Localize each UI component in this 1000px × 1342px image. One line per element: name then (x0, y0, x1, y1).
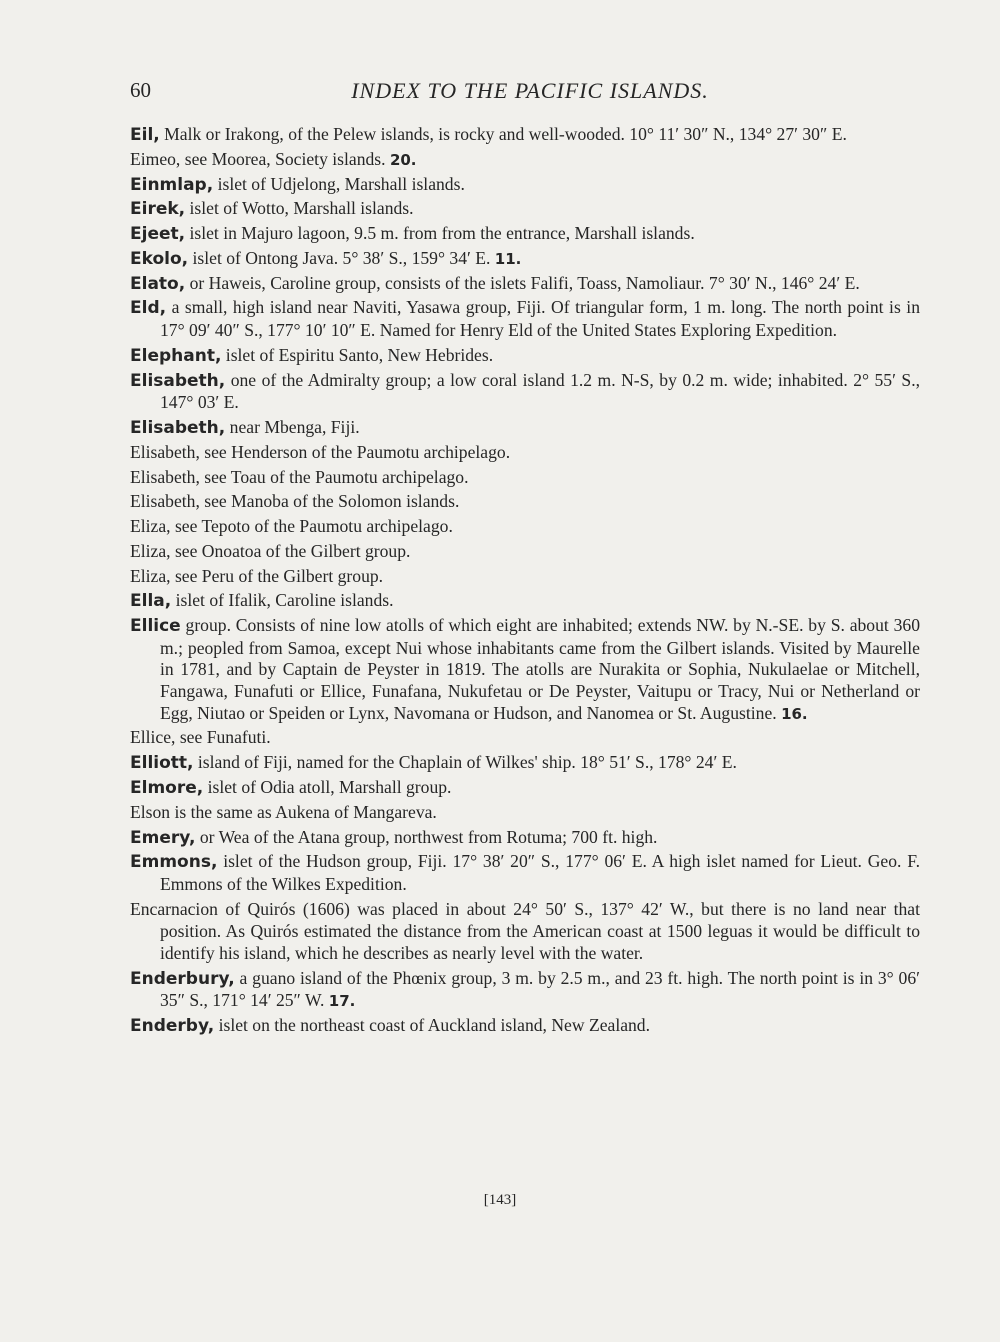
index-entry (130, 752, 920, 775)
index-entry (130, 124, 920, 147)
index-entry (130, 198, 920, 221)
entry-text: islet of Ifalik, Caroline islands. (171, 590, 394, 611)
entry-headword: Ellice (130, 616, 181, 637)
entry-text: Malk or Irakong, of the Pelew islands, is rocky and well-wooded. 10° 11′ 30″ N., 134° 27′ 30″ E. (159, 124, 847, 144)
index-entry (130, 345, 920, 368)
entry-text: group. Consists of nine low atolls of which eight are inhabited; extends NW. by N.-SE. by S. about 360 m.; peopled from Samoa, except Nui whose inhabitants came from the Gilbert islands. Visited by Maurelle in 1781, and by Captain de Peyster in 1819. The atolls are Nurakita or Sophia, Nukulaelae or Mitchell, Fangawa, Funafuti or Ellice, Funafana, Nukufetau or De Peyster, Vaitupu or Tracy, Nui or Netherland or Egg, Niutao or Speiden or Lynx, Navomana or Hudson, and Nanomea or St. Augustine. (160, 615, 920, 723)
entry-text: islet of the Hudson group, Fiji. 17° 38′ 20″ S., 177° 06′ E. A high islet named for Lieut. Geo. F. Emmons of the Wilkes Expedition. (160, 851, 920, 894)
entry-text: Ellice, see Funafuti. (130, 727, 271, 748)
running-title: INDEX TO THE PACIFIC ISLANDS. (351, 78, 709, 103)
entry-text: islet of Espiritu Santo, New Hebrides. (221, 344, 494, 365)
entry-headword: Elato, (130, 273, 186, 294)
entry-text: islet on the northeast coast of Auckland island, New Zealand. (214, 1015, 651, 1036)
index-entry (130, 802, 920, 825)
entry-text: islet in Majuro lagoon, 9.5 m. from from the entrance, Marshall islands. (185, 223, 695, 244)
index-entry (130, 467, 920, 490)
entry-text: Elson is the same as Aukena of Mangareva. (130, 801, 437, 822)
index-entry (130, 541, 920, 564)
entry-text: a guano island of the Phœnix group, 3 m. by 2.5 m., and 23 ft. high. The north point is in 3° 06′ 35″ S., 171° 14′ 25″ W. (160, 967, 920, 1011)
index-entry (130, 516, 920, 539)
entry-headword: Elliott, (130, 753, 194, 774)
entry-text: Encarnacion of Quirós (1606) was placed in about 24° 50′ S., 137° 42′ W., but there is no land near that position. As Quirós estimated the distance from the American coast at 1500 leguas it would be difficult to identify his island, which he describes as nearly level with the water. (130, 898, 920, 963)
entry-text: islet of Udjelong, Marshall islands. (213, 173, 465, 194)
entry-text: Eliza, see Onoatoa of the Gilbert group. (130, 540, 411, 561)
entry-text: one of the Admiralty group; a low coral island 1.2 m. N-S, by 0.2 m. wide; inhabited. 2° 55′ S., 147° 03′ E. (160, 369, 920, 413)
entry-headword: Elisabeth, (130, 418, 226, 438)
entry-reference: 20. (389, 150, 417, 169)
index-entries (130, 124, 920, 1040)
entry-headword: Eirek, (130, 199, 186, 220)
entry-headword: Eil, (130, 125, 160, 145)
entry-text: a small, high island near Naviti, Yasawa group, Fiji. Of triangular form, 1 m. long. The north point is in 17° 09′ 40″ S., 177° 10′ 10″ E. Named for Henry Eld of the United States Exploring Expedition. (160, 297, 920, 341)
entry-headword: Ejeet, (130, 224, 186, 245)
entry-headword: Enderbury, (130, 968, 235, 989)
entry-text: Elisabeth, see Toau of the Paumotu archipelago. (130, 466, 469, 487)
entry-headword: Enderby, (130, 1016, 215, 1037)
index-entry (130, 968, 920, 1013)
entry-headword: Elmore, (130, 777, 204, 798)
entry-headword: Ella, (130, 591, 172, 612)
index-entry (130, 248, 920, 271)
entry-text: Elisabeth, see Manoba of the Solomon islands. (130, 491, 460, 512)
index-entry (130, 491, 920, 514)
entry-reference: 16. (781, 704, 808, 723)
page-header (130, 78, 930, 110)
entry-text: islet of Wotto, Marshall islands. (185, 198, 414, 219)
entry-headword: Ekolo, (130, 248, 189, 269)
index-entry (130, 223, 920, 246)
index-entry (130, 827, 920, 850)
entry-reference: 17. (328, 992, 356, 1011)
entry-text: Elisabeth, see Henderson of the Paumotu archipelago. (130, 441, 511, 462)
index-entry (130, 1015, 920, 1038)
index-entry (130, 442, 920, 465)
entry-text: near Mbenga, Fiji. (225, 417, 360, 437)
entry-headword: Eld, (130, 298, 167, 319)
index-entry (130, 417, 920, 440)
entry-text: islet of Odia atoll, Marshall group. (203, 776, 452, 797)
index-entry (130, 851, 920, 896)
index-entry (130, 149, 920, 172)
entry-text: Eliza, see Peru of the Gilbert group. (130, 565, 384, 586)
index-entry (130, 899, 920, 966)
index-entry (130, 297, 920, 342)
entry-headword: Einmlap, (130, 174, 214, 195)
index-entry (130, 174, 920, 197)
entry-text: or Haweis, Caroline group, consists of the islets Falifi, Toass, Namoliaur. 7° 30′ N., 146° 24′ E. (185, 272, 860, 293)
entry-text: or Wea of the Atana group, northwest from Rotuma; 700 ft. high. (195, 826, 658, 847)
index-entry (130, 615, 920, 725)
index-entry (130, 727, 920, 750)
index-entry (130, 590, 920, 613)
entry-reference: 11. (494, 249, 522, 268)
entry-headword: Emmons, (130, 852, 218, 873)
index-entry (130, 273, 920, 296)
entry-headword: Elisabeth, (130, 370, 226, 391)
entry-text: island of Fiji, named for the Chaplain of Wilkes' ship. 18° 51′ S., 178° 24′ E. (193, 752, 737, 773)
entry-text: Eimeo, see Moorea, Society islands. (130, 148, 390, 169)
entry-text: Eliza, see Tepoto of the Paumotu archipelago. (130, 516, 453, 537)
entry-headword: Emery, (130, 827, 196, 848)
index-entry (130, 777, 920, 800)
entry-text: islet of Ontong Java. 5° 38′ S., 159° 34′ E. (188, 247, 495, 268)
entry-headword: Elephant, (130, 345, 222, 366)
signature-mark: [143] (483, 1192, 517, 1208)
page-number: 60 (130, 78, 151, 102)
index-entry (130, 566, 920, 589)
index-entry (130, 370, 920, 415)
